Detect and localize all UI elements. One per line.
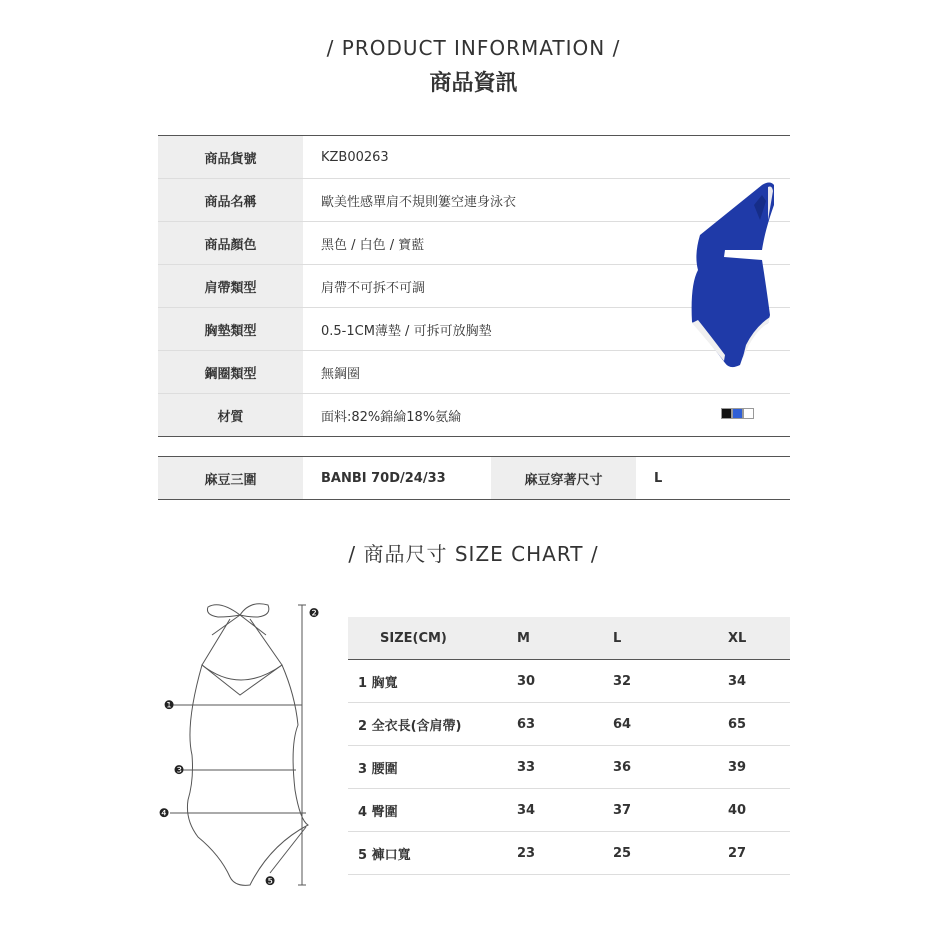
row-value: 64	[613, 716, 632, 732]
row-value: 36	[613, 759, 632, 775]
row-value: 65	[728, 716, 747, 732]
size-row-waist	[348, 746, 790, 789]
header-xl: XL	[728, 630, 747, 646]
info-value: 無鋼圈	[303, 351, 597, 394]
info-label: 材質	[158, 394, 303, 436]
page-title-en: / PRODUCT INFORMATION /	[326, 36, 621, 60]
row-value: 34	[517, 802, 536, 818]
size-row-chest	[348, 660, 790, 703]
color-swatches	[721, 408, 754, 419]
row-name: 3 腰圍	[358, 761, 398, 777]
row-value: 33	[517, 759, 536, 775]
size-chart-title: / 商品尺寸 SIZE CHART /	[348, 542, 599, 566]
swatch-blue	[732, 408, 743, 419]
info-value: 面料:82%錦綸18%氨綸	[321, 410, 462, 425]
info-label: 商品顏色	[158, 222, 303, 264]
row-value: 37	[613, 802, 632, 818]
model-measure-value: BANBI 70D/24/33	[321, 470, 446, 486]
row-value: 63	[517, 716, 536, 732]
header-l: L	[613, 630, 622, 646]
size-row-length	[348, 703, 790, 746]
model-size-label: 麻豆穿著尺寸	[491, 457, 636, 499]
info-row-material	[158, 394, 790, 436]
model-size-value: L	[654, 470, 663, 486]
swatch-black	[721, 408, 732, 419]
info-value: 0.5-1CM薄墊 / 可拆可放胸墊	[303, 308, 597, 351]
row-name: 5 褲口寬	[358, 847, 411, 863]
header-size: SIZE(CM)	[380, 630, 447, 646]
info-label: 商品名稱	[158, 179, 303, 221]
marker-1: ❶	[163, 698, 175, 712]
row-value: 30	[517, 673, 536, 689]
row-name: 4 臀圍	[358, 804, 398, 820]
info-value: 歐美性感單肩不規則簍空連身泳衣	[303, 179, 597, 222]
info-value: 黑色 / 白色 / 寶藍	[303, 222, 597, 265]
size-row-hip	[348, 789, 790, 832]
row-name: 2 全衣長(含肩帶)	[358, 718, 462, 734]
measurement-diagram	[150, 595, 330, 895]
header-m: M	[517, 630, 530, 646]
model-info-row	[158, 456, 790, 500]
row-value: 23	[517, 845, 536, 861]
size-chart-header	[348, 617, 790, 660]
row-value: 40	[728, 802, 747, 818]
row-value: 34	[728, 673, 747, 689]
info-label: 胸墊類型	[158, 308, 303, 350]
model-measure-label: 麻豆三圍	[158, 457, 303, 499]
size-row-leg-opening	[348, 832, 790, 875]
info-value: 肩帶不可拆不可調	[303, 265, 597, 308]
page-title-zh: 商品資訊	[429, 71, 518, 96]
info-label: 商品貨號	[158, 136, 303, 178]
marker-3: ❸	[173, 763, 185, 777]
marker-2: ❷	[308, 606, 320, 620]
row-value: 39	[728, 759, 747, 775]
info-value: KZB00263	[303, 136, 597, 179]
row-value: 27	[728, 845, 747, 861]
row-value: 32	[613, 673, 632, 689]
row-value: 25	[613, 845, 632, 861]
product-image	[670, 165, 790, 370]
marker-5: ❺	[264, 874, 276, 888]
info-label: 肩帶類型	[158, 265, 303, 307]
info-label: 鋼圈類型	[158, 351, 303, 393]
row-name: 1 胸寬	[358, 675, 398, 691]
size-chart-table	[348, 617, 790, 875]
swatch-white	[743, 408, 754, 419]
marker-4: ❹	[158, 806, 170, 820]
